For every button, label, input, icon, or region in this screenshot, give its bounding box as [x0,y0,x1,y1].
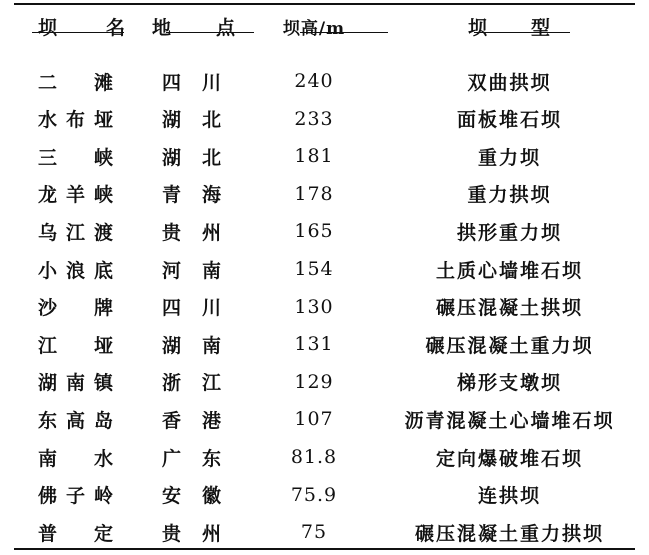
cell-place: 香 港 [162,409,223,432]
table-row [14,216,635,246]
cell-place: 广 东 [162,447,223,470]
cell-place: 四 川 [162,71,223,94]
table-row [14,517,635,547]
table-row [14,367,635,397]
cell-type: 沥青混凝土心墙堆石坝 [404,409,615,432]
cell-place: 安 徽 [162,485,223,508]
cell-name: 水布垭 [38,109,114,132]
header-name: 坝 名 [38,16,126,39]
table-row [14,104,635,134]
cell-type: 连拱坝 [477,485,541,508]
header-place: 地 点 [152,16,236,39]
cell-type: 面板堆石坝 [456,109,562,132]
table-row [14,404,635,434]
table-bottom-rule [14,548,635,550]
table-top-rule [14,3,635,5]
cell-name: 江 垭 [38,334,114,357]
table-row [14,442,635,472]
table-row [14,141,635,171]
cell-type: 重力拱坝 [467,184,552,207]
cell-name: 普 定 [38,522,114,545]
cell-type: 碾压混凝土重力坝 [425,334,594,357]
cell-place: 湖 北 [162,109,223,132]
cell-place: 湖 南 [162,334,223,357]
cell-height: 165 [294,220,334,243]
cell-height: 178 [294,182,334,205]
cell-name: 小浪底 [38,259,114,282]
cell-name: 三 峡 [38,146,114,169]
cell-name: 乌江渡 [38,221,114,244]
cell-name: 龙羊峡 [38,184,114,207]
cell-height: 81.8 [290,446,338,468]
cell-height: 75 [300,521,328,544]
table-row [14,480,635,510]
cell-height: 130 [294,295,334,318]
cell-type: 定向爆破堆石坝 [435,447,583,470]
cell-place: 浙 江 [162,372,223,395]
cell-place: 四 川 [162,297,223,320]
cell-name: 沙 牌 [38,297,114,320]
cell-type: 梯形支墩坝 [456,372,562,395]
table-row [14,179,635,209]
header-type: 坝 型 [468,16,553,39]
cell-type: 拱形重力坝 [456,221,562,244]
header-height-underline [300,32,388,33]
table-row [14,292,635,322]
table-row [14,329,635,359]
table-row [14,254,635,284]
cell-place: 河 南 [162,259,223,282]
cell-type: 碾压混凝土重力拱坝 [414,522,604,545]
cell-name: 佛子岭 [38,485,114,508]
cell-type: 重力坝 [477,146,541,169]
table-header-row [14,12,635,40]
table-row [14,66,635,96]
cell-name: 二 滩 [38,71,114,94]
cell-place: 青 海 [162,184,223,207]
cell-height: 181 [294,145,334,168]
header-type-underline [474,32,570,33]
cell-type: 双曲拱坝 [467,71,552,94]
cell-height: 240 [294,70,334,92]
cell-height: 107 [294,408,334,431]
cell-name: 南 水 [38,447,114,470]
cell-type: 土质心墙堆石坝 [435,259,583,282]
cell-type: 碾压混凝土拱坝 [435,297,583,320]
cell-height: 131 [294,333,334,356]
header-place-underline [166,32,254,33]
cell-place: 湖 北 [162,146,223,169]
cell-name: 湖南镇 [38,372,114,395]
header-height: 坝高/m [282,18,346,39]
cell-height: 75.9 [290,483,338,506]
cell-height: 154 [294,258,334,280]
cell-place: 贵 州 [162,522,223,545]
cell-name: 东高岛 [38,409,114,432]
cell-height: 233 [294,107,334,130]
cell-place: 贵 州 [162,221,223,244]
cell-height: 129 [294,370,334,393]
header-name-underline [32,32,124,33]
